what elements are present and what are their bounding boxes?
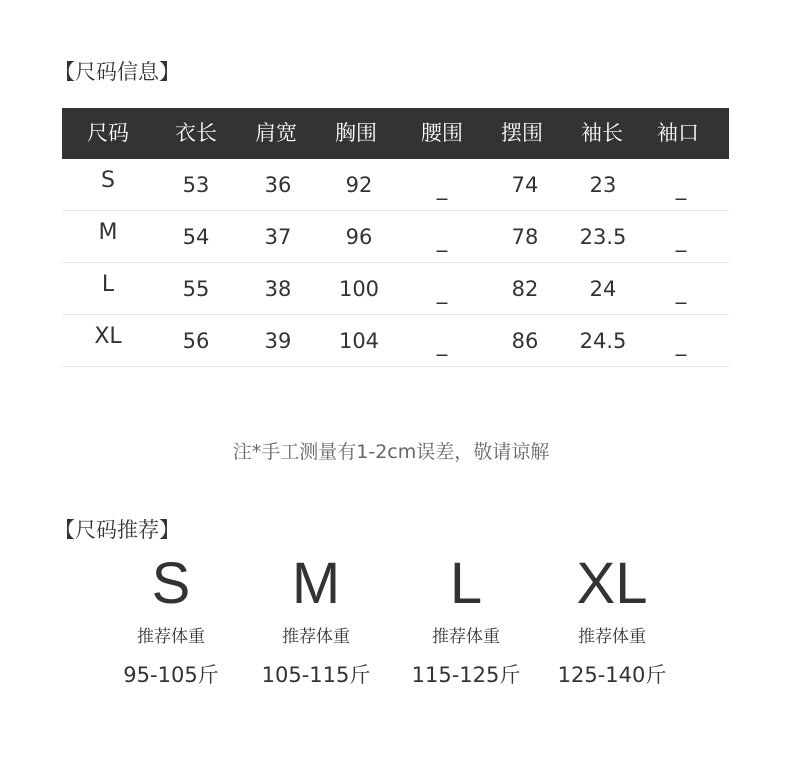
cell-shoulder: 39 <box>264 329 292 353</box>
cell-sleeve-length: 24.5 <box>579 329 627 353</box>
cell-hem: 82 <box>511 277 539 301</box>
cell-cuff: _ <box>675 228 687 252</box>
rec-weight-range: 125-140斤 <box>557 663 667 687</box>
cell-shoulder: 36 <box>264 173 292 197</box>
cell-chest: 96 <box>345 225 373 249</box>
cell-size: L <box>101 272 115 297</box>
rec-size-label: XL <box>576 551 648 616</box>
rec-weight-label: 推荐体重 <box>282 627 350 647</box>
cell-waist: _ <box>436 228 448 252</box>
measurement-note: 注*手工测量有1-2cm误差，敬请谅解 <box>232 441 550 463</box>
recommendation-xl <box>542 548 682 689</box>
cell-cuff: _ <box>675 280 687 304</box>
cell-shoulder: 38 <box>264 277 292 301</box>
cell-cuff: _ <box>675 176 687 200</box>
cell-length: 54 <box>182 225 210 249</box>
rec-weight-label: 推荐体重 <box>137 627 205 647</box>
cell-length: 53 <box>182 173 210 197</box>
cell-waist: _ <box>436 332 448 356</box>
table-row <box>62 211 729 263</box>
header-cuff: 袖口 <box>657 121 699 145</box>
rec-weight-range: 105-115斤 <box>261 663 371 687</box>
cell-length: 55 <box>182 277 210 301</box>
rec-size-label: S <box>151 551 191 616</box>
cell-hem: 86 <box>511 329 539 353</box>
cell-sleeve-length: 24 <box>589 277 617 301</box>
cell-chest: 92 <box>345 173 373 197</box>
cell-cuff: _ <box>675 332 687 356</box>
header-size: 尺码 <box>87 121 129 145</box>
rec-weight-label: 推荐体重 <box>578 627 646 647</box>
header-sleeve-length: 袖长 <box>581 121 623 145</box>
rec-weight-range: 115-125斤 <box>411 663 521 687</box>
header-shoulder: 肩宽 <box>255 121 297 145</box>
cell-size: M <box>98 220 118 245</box>
header-chest: 胸围 <box>335 121 377 145</box>
recommendation-m <box>246 548 386 689</box>
cell-sleeve-length: 23 <box>589 173 617 197</box>
table-row <box>62 315 729 367</box>
cell-shoulder: 37 <box>264 225 292 249</box>
header-length: 衣长 <box>175 121 217 145</box>
cell-hem: 78 <box>511 225 539 249</box>
table-header-row <box>62 108 729 159</box>
rec-weight-range: 95-105斤 <box>123 663 219 687</box>
cell-chest: 100 <box>338 277 380 301</box>
recommendation-s <box>101 548 241 689</box>
cell-size: XL <box>94 324 122 349</box>
header-waist: 腰围 <box>421 121 463 145</box>
size-recommendation-title: 【尺码推荐】 <box>54 518 180 542</box>
table-row <box>62 263 729 315</box>
recommendation-l <box>396 548 536 689</box>
header-hem: 摆围 <box>501 121 543 145</box>
cell-length: 56 <box>182 329 210 353</box>
size-info-title: 【尺码信息】 <box>54 60 180 84</box>
rec-weight-label: 推荐体重 <box>432 627 500 647</box>
cell-waist: _ <box>436 176 448 200</box>
rec-size-label: M <box>291 551 341 616</box>
cell-chest: 104 <box>338 329 380 353</box>
cell-waist: _ <box>436 280 448 304</box>
cell-hem: 74 <box>511 173 539 197</box>
cell-sleeve-length: 23.5 <box>579 225 627 249</box>
rec-size-label: L <box>449 551 483 616</box>
cell-size: S <box>101 168 115 193</box>
size-table <box>62 108 729 367</box>
table-row <box>62 159 729 211</box>
